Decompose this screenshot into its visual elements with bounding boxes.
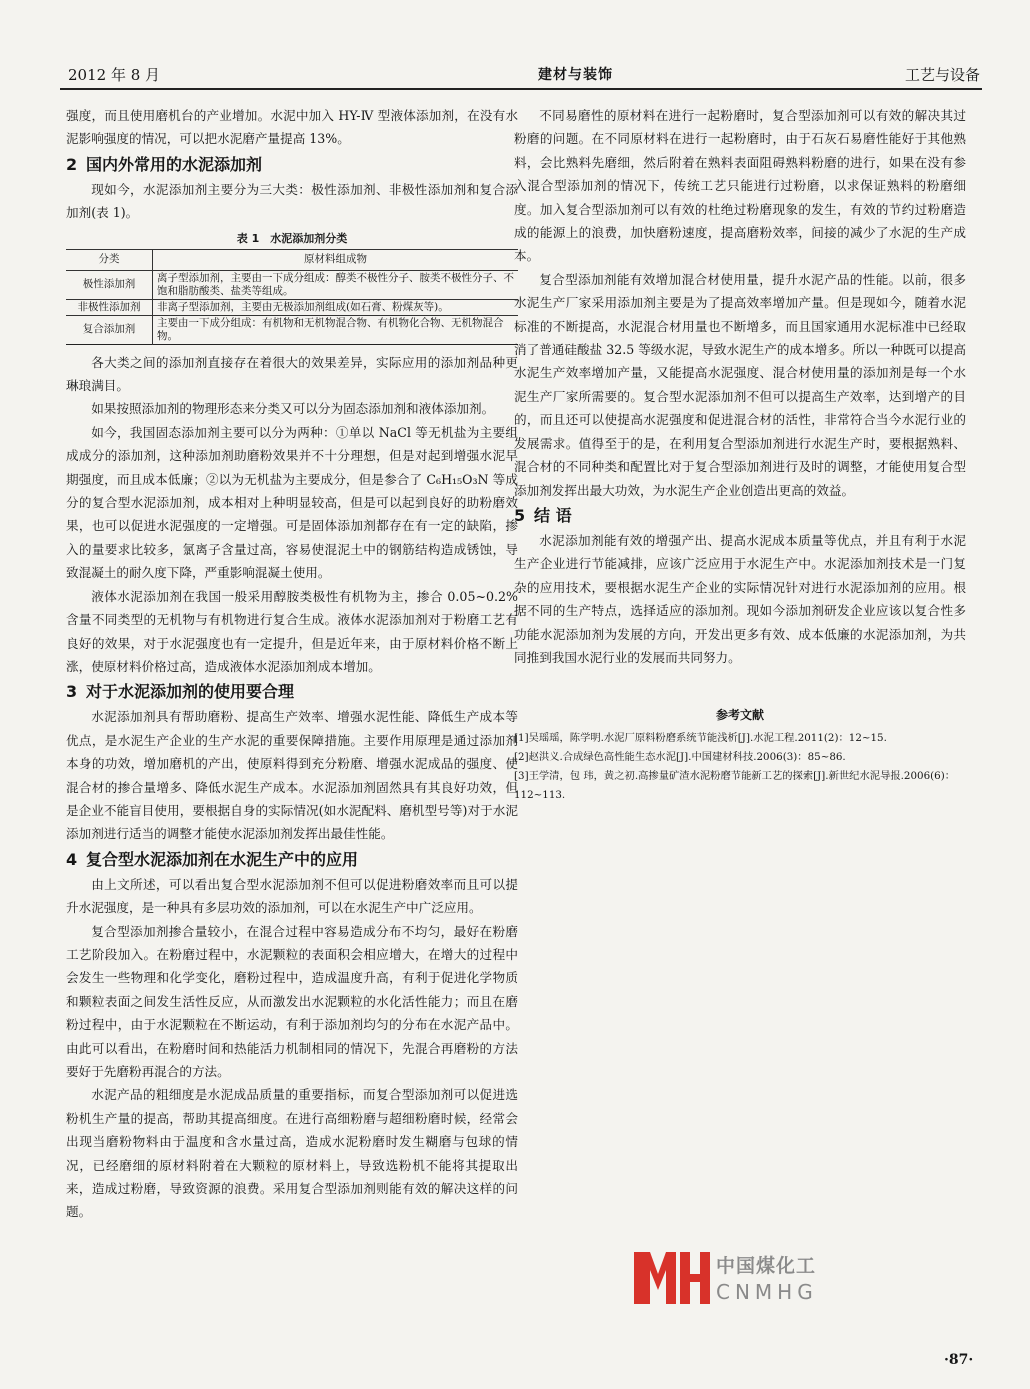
page-header: [60, 62, 982, 86]
section-4-heading: [66, 846, 518, 873]
table-cell: 极性添加剂: [66, 270, 153, 299]
table-title: 表 1 水泥添加剂分类: [236, 231, 348, 245]
section-2-heading: [66, 151, 518, 178]
table-header-cell: 原材料组成物: [153, 249, 519, 270]
table-header-cell: 分类: [66, 249, 153, 270]
section-title: 结 语: [534, 505, 572, 525]
paragraph: 现如今，水泥添加剂主要分为三大类：极性添加剂、非极性添加剂和复合添加剂(表 1)。: [66, 181, 518, 221]
paragraph: 复合型添加剂掺合量较小，在混合过程中容易造成分布不均匀，最好在粉磨工艺阶段加入。在粉磨过程中，水泥颗粒的表面积会相应增大，在增大的过程中会发生一些物理和化学变化，磨粉过程中，造成温度升高，有利于促进化学物质和颗粒表面之间发生活性反应，从而激发出水泥颗粒的水化活性能力；而且在磨粉过程中，由于水泥颗粒在不断运动，有利于添加剂均匀的分布在水泥产品中。由此可以看出，在粉磨时间和热能活力机制相同的情况下，先混合再磨粉的方法要好于先磨粉再混合的方法。: [66, 923, 518, 1079]
intro-paragraph: 强度，而且使用磨机台的产业增加。水泥中加入 HY-Ⅳ 型液体添加剂，在没有水泥影响强度的情况，可以把水泥磨产量提高 13%。: [66, 108, 518, 147]
page-number: ·87·: [944, 1352, 974, 1368]
paragraph: 由上文所述，可以看出复合型水泥添加剂不但可以促进粉磨效率而且可以提升水泥强度，是一种具有多层功效的添加剂，可以在水泥生产中广泛应用。: [66, 876, 518, 916]
paragraph: 复合型添加剂能有效增加混合材使用量，提升水泥产品的性能。以前，很多水泥生产厂家采用添加剂主要是为了提高效率增加产量。但是现如今，随着水泥标准的不断提高，水泥混合材用量也不断增多，而且国家通用水泥标准中已经取消了普通硅酸盐 32.5 等级水泥，导致水泥生产的成本增多。所以一种既可以提高水泥生产效率增加产量，又能提高水泥强度、混合材使用量的添加剂是每一个水泥生产厂家所需要的。复合型水泥添加剂不但可以提高生产效率，达到增产的目的，而且还可以使提高水泥强度和促进混合材的活性，非常符合当今水泥行业的发展需求。值得至于的是，在利用复合型添加剂进行水泥生产时，要根据熟料、混合材的不同种类和配置比对于复合型添加剂进行及时的调整，才能使用复合型添加剂发挥出最大功效，为水泥生产企业创造出更高的效益。: [514, 271, 966, 498]
section-title: 对于水泥添加剂的使用要合理: [86, 682, 295, 702]
paragraph: 水泥产品的粗细度是水泥成品质量的重要指标，而复合型添加剂可以促进选粉机生产量的提高，帮助其提高细度。在进行高细粉磨与超细粉磨时候，经常会出现当磨粉物料由于温度和含水量过高，造成水泥粉磨时发生糊磨与包球的情况，已经磨细的原材料附着在大颗粒的原材料上，导致选粉机不能将其提取出来，造成过粉磨，导致资源的浪费。采用复合型添加剂则能有效的解决这样的问题。: [66, 1087, 518, 1220]
section-number: 3: [66, 682, 78, 702]
reference-item: [3]王学清，包 玮，黄之初.高掺量矿渣水泥粉磨节能新工艺的探索[J].新世纪水泥导报.2006(6)：112~113.: [514, 770, 956, 802]
paragraph: 如今，我国固态添加剂主要可以分为两种：①单以 NaCl 等无机盐为主要组成成分的添加剂，这种添加剂助磨粉效果并不十分理想，但是对起到增强水泥早期强度，而且成本低廉；②以为无机盐为主要成分，但是参合了 C₆H₁₅O₃N 等成分的复合型水泥添加剂，成本相对上种明显较高，但是可以起到良好的助粉磨效果，也可以促进水泥强度的一定增强。可是固体添加剂都存在有一定的缺陷，掺入的量要求比较多，氯离子含量过高，容易使混泥土中的钢筋结构造成锈蚀，导致混凝土的耐久度下降，严重影响混凝土使用。: [66, 424, 518, 581]
section-number: 5: [514, 505, 526, 525]
section-title: 国内外常用的水泥添加剂: [86, 154, 263, 174]
paragraph: 各大类之间的添加剂直接存在着很大的效果差异，实际应用的添加剂品种更琳琅满目。: [66, 354, 518, 394]
paragraph: 液体水泥添加剂在我国一般采用醇胺类极性有机物为主，掺合 0.05~0.2%含量不同类型的无机物与有机物进行复合生成。液体水泥添加剂对于粉磨工艺有良好的效果，对于水泥强度也有一定提升，但是近年来，由于原材料价格不断上涨，使原材料价格过高，造成液体水泥添加剂成本增加。: [66, 588, 518, 674]
logo-text-en: CNMHG: [716, 1280, 818, 1304]
reference-item: [1]吴瑶瑶，陈学明.水泥厂原料粉磨系统节能浅析[J].水泥工程.2011(2)：12~15.: [514, 732, 887, 745]
table-cell: 非极性添加剂: [66, 299, 153, 315]
logo-text-cn: 中国煤化工: [716, 1255, 817, 1277]
additive-classification-table: [66, 249, 518, 345]
section-number: 4: [66, 849, 78, 869]
right-column: [514, 104, 966, 805]
table-row: [66, 270, 518, 299]
reference-item: [2]赵洪义.合成绿色高性能生态水泥[J].中国建材科技.2006(3)：85~86.: [514, 751, 846, 764]
journal-name: 建材与装饰: [538, 67, 613, 83]
section-title: 复合型水泥添加剂在水泥生产中的应用: [86, 849, 359, 869]
table-cell: 离子型添加剂，主要由一下成分组成：醇类不极性分子、胺类不极性分子、不饱和脂肪酸类、盐类等组成。: [153, 270, 519, 299]
cnmhg-mark-icon: [630, 1244, 710, 1312]
table-cell: 复合添加剂: [66, 315, 153, 344]
section-3-heading: [66, 678, 518, 705]
header-rule: [60, 88, 982, 90]
table-cell: 非离子型添加剂，主要由无极添加剂组成(如石膏、粉煤灰等)。: [153, 299, 519, 315]
paragraph: 不同易磨性的原材料在进行一起粉磨时，复合型添加剂可以有效的解决其过粉磨的问题。在不同原材料在进行一起粉磨时，由于石灰石易磨性能好于其他熟料，会比熟料先磨细，然后附着在熟料表面阻碍熟料粉磨的进行，如果在没有参入混合型添加剂的情况下，传统工艺只能进行过粉磨，以求保证熟料的粉磨细度。加入复合型添加剂可以有效的杜绝过粉磨现象的发生，有效的节约过粉磨造成的能源上的浪费，加快磨粉速度，提高磨粉效率，间接的减少了水泥的生产成本。: [514, 108, 966, 264]
table-row: [66, 315, 518, 344]
issue-date: 2012 年 8 月: [68, 66, 161, 84]
table-header-row: [66, 249, 518, 270]
section-number: 2: [66, 154, 78, 174]
section-name: 工艺与设备: [904, 66, 980, 84]
section-5-heading: [514, 502, 966, 529]
cnmhg-logo: [630, 1244, 840, 1312]
paragraph: 如果按照添加剂的物理形态来分类又可以分为固态添加剂和液体添加剂。: [91, 401, 495, 417]
table-cell: 主要由一下成分组成：有机物和无机物混合物、有机物化合物、无机物混合物。: [153, 315, 519, 344]
references-heading: 参考文献: [715, 708, 764, 723]
paragraph: 水泥添加剂具有帮助磨粉、提高生产效率、增强水泥性能、降低生产成本等优点，是水泥生产企业的生产水泥的重要保障措施。主要作用原理是通过添加剂本身的功效，增加磨机的产出，使原料得到充分粉磨、增强水泥成品的强度、使混合材的掺合量增多、降低水泥生产成本。水泥添加剂固然具有其良好功效，但是企业不能盲目使用，要根据自身的实际情况(如水泥配料、磨机型号等)对于水泥添加剂进行适当的调整才能使水泥添加剂发挥出最佳性能。: [66, 709, 518, 842]
paragraph: 水泥添加剂能有效的增强产出、提高水泥成本质量等优点，并且有利于水泥生产企业进行节能减排，应该广泛应用于水泥生产中。水泥添加剂技术是一门复杂的应用技术，要根据水泥生产企业的实际情况针对进行水泥添加剂的应用。根据不同的生产特点，选择适应的添加剂。现如今添加剂研发企业应该以复合性多功能水泥添加剂为发展的方向，开发出更多有效、成本低廉的水泥添加剂，为共同推到我国水泥行业的发展而共同努力。: [514, 532, 966, 665]
table-row: [66, 299, 518, 315]
left-column: [66, 104, 518, 1224]
